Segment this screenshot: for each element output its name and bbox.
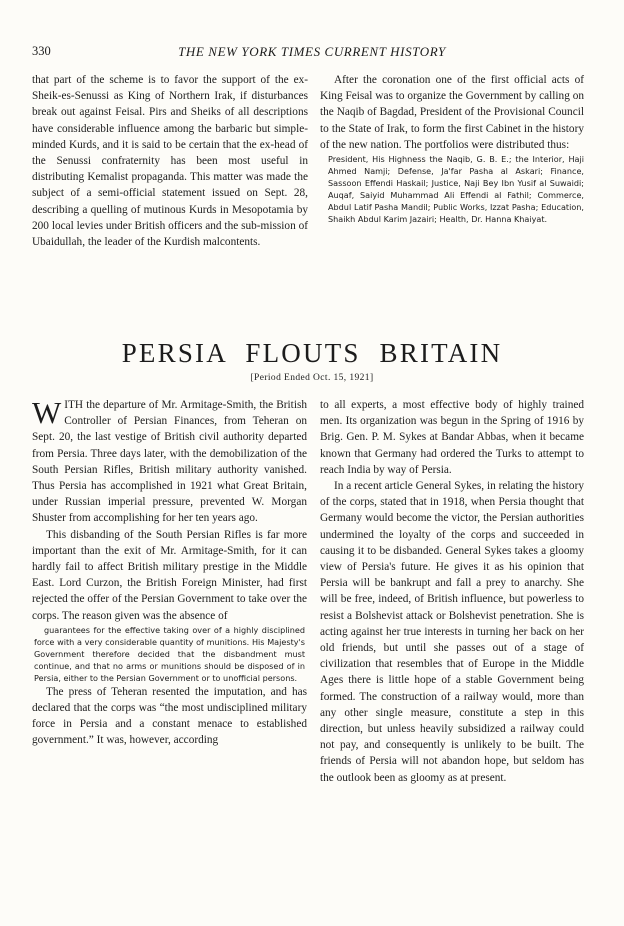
continued-right-column [320, 72, 584, 225]
article-right-column [320, 397, 584, 786]
article-left-column [32, 397, 307, 749]
opening-text: ITH the departure of Mr. Armitage-Smith, the British Controller of Persian Finances, from Teheran on Sept. 20, the last vestige of British civil authority departed from Persia. Three days later, with the demobilization of the South Persian Rifles, British military authority vanished. Thus Persia has accomplished in 1921 what Great Britain, under Russian imperial pressure, prevented W. Morgan Shuster from accomplishing for her ten years ago. [32, 399, 307, 525]
paragraph-press: The press of Teheran resented the imputation, and has declared that the corps was “the most undisciplined military force in Persia and a constant menace to established government.” It was, however, according [32, 685, 307, 747]
continued-left-column [32, 72, 308, 250]
article-subtitle: [Period Ended Oct. 15, 1921] [250, 373, 374, 383]
cabinet-paragraph: After the coronation one of the first official acts of King Feisal was to organize the Government by calling on the Naqib of Bagdad, President of the Provisional Council to the State of Irak, to form the first Cabinet in the history of the new nation. The portfolios were distributed thus: [320, 74, 584, 151]
page-header [0, 44, 624, 64]
article-title: PERSIA FLOUTS BRITAIN [121, 338, 503, 368]
quoted-statement: guarantees for the effective taking over of a highly disciplined force with a very considerable quantity of munitions. His Majesty's Government therefore decided that the disbandment must continue, and that no arms or munitions should be disposed of in Persia, either to the Persian Government or to unofficial persons. [34, 624, 305, 683]
paragraph-sykes: In a recent article General Sykes, in relating the history of the corps, stated that in 1918, when Persia thought that Germany would become the victor, the Persian authorities undermined the loyalty of the corps and succeeded in causing it to be disbanded. General Sykes takes a gloomy view of Persia's future. He gives it as his opinion that Persia will be bankrupt and fall a prey to anarchy. She will be free, indeed, of British influence, but powerless to resist a Bolshevist attack or Bolshevist penetration. She is acting against her true interests in turning her back on her old friends, but until she passes out of a stage of civilization that resembles that of Europe in the Middle Ages there is little hope of a stable Government being formed. The construction of a railway would, more than any other single measure, constitute a step in this direction, but unless heavily subsidized a railway could not pay, and consequently is unlikely to be built. The friends of Persia will not abandon hope, but seldom has the outlook been as gloomy as at present. [320, 480, 584, 784]
drop-cap: W [32, 395, 62, 430]
cabinet-list: President, His Highness the Naqib, G. B. E.; the Interior, Haji Ahmed Namji; Defense, Ja'far Pasha al Askari; Finance, Sassoon Effendi Haskail; Justice, Naji Bey Ibn Yusif al Suwaidi; Auqaf, Saiyid Muhammad Ali Effendi al Fathil; Commerce, Abdul Latif Pasha Mandil; Public Works, Izzat Pasha; Education, Shaikh Abdul Karim Jazairi; Health, Dr. Hanna Khaiyat. [328, 154, 584, 225]
running-head: THE NEW YORK TIMES CURRENT HISTORY [178, 44, 446, 59]
paragraph-continued: to all experts, a most effective body of highly trained men. Its organization was begun in the Spring of 1916 by Brig. Gen. P. M. Sykes at Bandar Abbas, when it became known that Germany had ordered the Turks to attempt to reach India by way of Persia. [320, 399, 584, 476]
paragraph-disbanding: This disbanding of the South Persian Rifles is far more important than the exit of Mr. Armitage-Smith, for it can hardly fail to affect British military prestige in the Middle East. Lord Curzon, the British Foreign Minister, had first rejected the offer of the Persian Government to take over the corps. The reason given was the absence of [32, 528, 307, 622]
page-number: 330 [32, 44, 51, 58]
opening-paragraph [32, 397, 307, 527]
continued-paragraph: that part of the scheme is to favor the support of the ex-Sheik-es-Senussi as King of Northern Irak, if disturbances break out against Feisal. Pirs and Sheiks of all descriptions have considerable influence among the barbaric but simple-minded Kurds, and it is said to be certain that the ex-head of the Senussi confraternity has been most useful in distributing Kemalist propaganda. This matter was made the subject of a semi-official statement issued on Sept. 28, describing a quelling of mutinous Kurds in Mesopotamia by 200 local levies under British officers and the sub-mission of Ubaidullah, the leader of the Kurdish malcontents. [32, 74, 308, 249]
